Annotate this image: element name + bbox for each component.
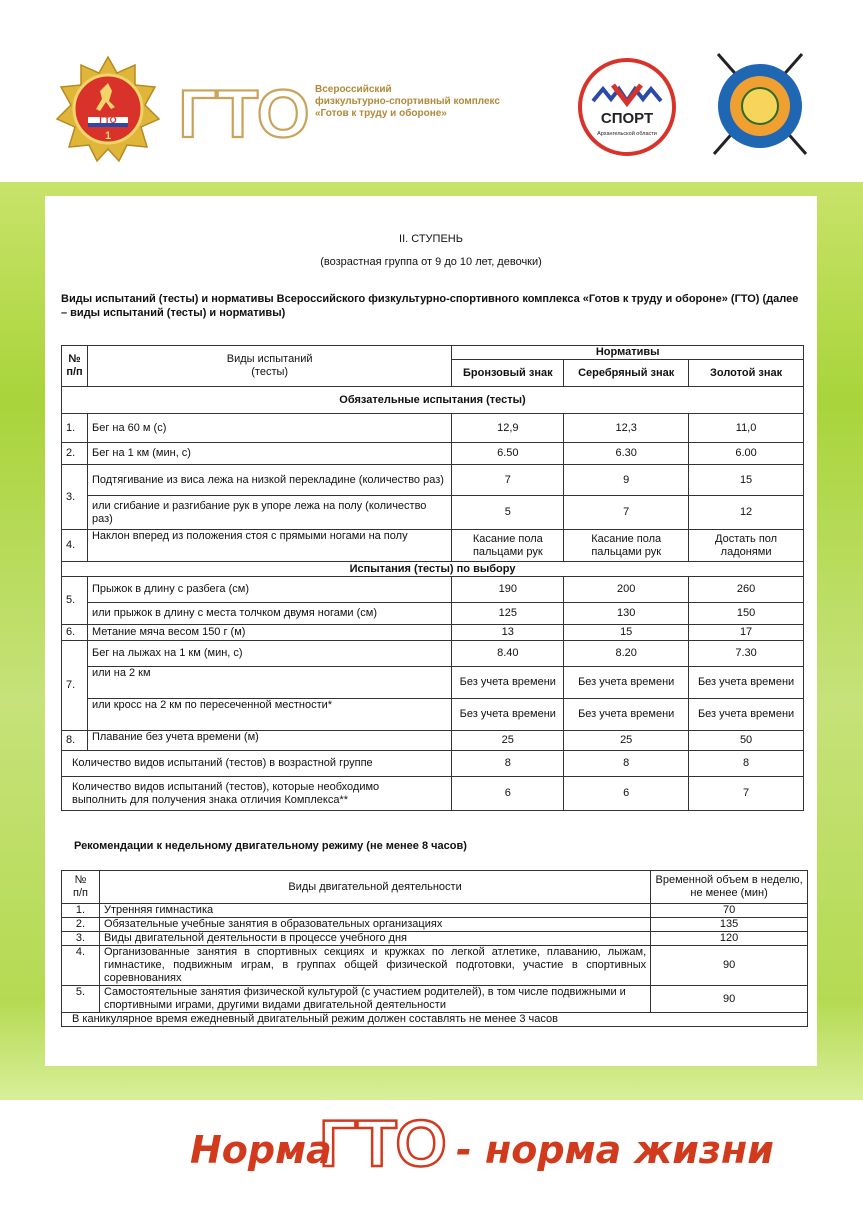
gto-logo-text: ГТО xyxy=(178,76,310,152)
row-silver: Без учета времени xyxy=(564,667,689,699)
row-bronze: 7 xyxy=(452,465,564,496)
row-silver: 6.30 xyxy=(564,443,689,465)
row-num: 7. xyxy=(62,641,88,731)
row-name: Плавание без учета времени (м) xyxy=(87,731,451,751)
rec-num: 5. xyxy=(62,986,100,1013)
row-name: Бег на лыжах на 1 км (мин, с) xyxy=(87,641,451,667)
row-gold: 11,0 xyxy=(689,414,804,443)
row-gold: 150 xyxy=(689,603,804,625)
header-num: № п/п xyxy=(62,346,88,387)
row-name: или на 2 км xyxy=(87,667,451,699)
count-row-name: Количество видов испытаний (тестов) в возрастной группе xyxy=(62,751,452,777)
recommend-title: Рекомендации к недельному двигательному режиму (не менее 8 часов) xyxy=(74,840,467,852)
row-silver: 130 xyxy=(564,603,689,625)
row-silver: 25 xyxy=(564,731,689,751)
needed-row-silver: 6 xyxy=(564,777,689,811)
row-bronze: 8.40 xyxy=(452,641,564,667)
row-gold: 12 xyxy=(689,496,804,530)
row-name: Подтягивание из виса лежа на низкой перекладине (количество раз) xyxy=(87,465,451,496)
rec-header-kind: Виды двигательной деятельности xyxy=(99,871,650,904)
stage-title: II. СТУПЕНЬ xyxy=(399,233,463,245)
sport-logo xyxy=(577,57,677,157)
row-bronze: 125 xyxy=(452,603,564,625)
row-silver: 200 xyxy=(564,577,689,603)
row-silver: 8.20 xyxy=(564,641,689,667)
intro-text: Виды испытаний (тесты) и нормативы Всероссийского физкультурно-спортивного комплекса «Готов к труду и обороне» (ГТО) (далее – виды испытаний (тесты) и нормативы) xyxy=(61,293,799,319)
rec-name: Самостоятельные занятия физической культурой (с участием родителей), в том числе подвижными и спортивными играми, другими видами двигательной деятельности xyxy=(99,986,650,1013)
row-bronze: 12,9 xyxy=(452,414,564,443)
slogan-right: - норма жизни xyxy=(456,1128,774,1172)
needed-row-bronze: 6 xyxy=(452,777,564,811)
row-num: 2. xyxy=(62,443,88,465)
row-name: Метание мяча весом 150 г (м) xyxy=(87,625,451,641)
rec-min: 90 xyxy=(651,986,808,1013)
needed-row-name: Количество видов испытаний (тестов), которые необходимо выполнить для получения знака отличия Комплекса** xyxy=(62,777,452,811)
row-name: Прыжок в длину с разбега (см) xyxy=(87,577,451,603)
sport-logo-subtitle: Архангельской области xyxy=(597,131,657,137)
row-name: Бег на 1 км (мин, с) xyxy=(87,443,451,465)
row-num: 4. xyxy=(62,530,88,562)
row-name: Наклон вперед из положения стоя с прямыми ногами на полу xyxy=(87,530,451,562)
sport-logo-title: СПОРТ xyxy=(600,110,654,127)
row-num: 1. xyxy=(62,414,88,443)
rec-num: 4. xyxy=(62,946,100,986)
row-silver: Без учета времени xyxy=(564,699,689,731)
gto-logo xyxy=(178,75,310,152)
rec-min: 90 xyxy=(651,946,808,986)
row-name: или сгибание и разгибание рук в упоре лежа на полу (количество раз) xyxy=(87,496,451,530)
header-bronze: Бронзовый знак xyxy=(452,360,564,387)
row-gold: Без учета времени xyxy=(689,699,804,731)
row-gold: 7.30 xyxy=(689,641,804,667)
row-bronze: Без учета времени xyxy=(452,667,564,699)
row-name: Бег на 60 м (с) xyxy=(87,414,451,443)
rec-num: 1. xyxy=(62,904,100,918)
rec-min: 70 xyxy=(651,904,808,918)
rec-header-num: № п/п xyxy=(62,871,100,904)
row-bronze: 13 xyxy=(452,625,564,641)
gto-caption xyxy=(315,84,500,120)
rec-footnote: В каникулярное время ежедневный двигательный режим должен составлять не менее 3 часов xyxy=(62,1013,808,1027)
row-num: 8. xyxy=(62,731,88,751)
row-silver: Касание пола пальцами рук xyxy=(564,530,689,562)
section-optional: Испытания (тесты) по выбору xyxy=(62,562,804,577)
rec-min: 120 xyxy=(651,932,808,946)
row-silver: 12,3 xyxy=(564,414,689,443)
row-gold: Достать пол ладонями xyxy=(689,530,804,562)
rec-num: 3. xyxy=(62,932,100,946)
needed-row-gold: 7 xyxy=(689,777,804,811)
row-bronze: 190 xyxy=(452,577,564,603)
header-tests: Виды испытаний (тесты) xyxy=(87,346,451,387)
row-bronze: Без учета времени xyxy=(452,699,564,731)
count-row-bronze: 8 xyxy=(452,751,564,777)
row-gold: 17 xyxy=(689,625,804,641)
header-gold: Золотой знак xyxy=(689,360,804,387)
gto-caption-line1: Всероссийский xyxy=(315,84,392,95)
rec-name: Организованные занятия в спортивных секциях и кружках по легкой атлетике, плаванию, лыжам, гимнастике, подвижным играм, в группах общей физической подготовки, участие в спортивных соревнованиях xyxy=(99,946,650,986)
rec-name: Обязательные учебные занятия в образовательных организациях xyxy=(99,918,650,932)
row-bronze: Касание пола пальцами рук xyxy=(452,530,564,562)
count-row-gold: 8 xyxy=(689,751,804,777)
row-gold: 50 xyxy=(689,731,804,751)
rec-num: 2. xyxy=(62,918,100,932)
row-num: 6. xyxy=(62,625,88,641)
row-silver: 15 xyxy=(564,625,689,641)
row-name: или прыжок в длину с места толчком двумя ногами (см) xyxy=(87,603,451,625)
row-bronze: 6.50 xyxy=(452,443,564,465)
norms-table xyxy=(61,345,804,811)
row-name: или кросс на 2 км по пересеченной местности* xyxy=(87,699,451,731)
count-row-silver: 8 xyxy=(564,751,689,777)
row-silver: 9 xyxy=(564,465,689,496)
header-silver: Серебряный знак xyxy=(564,360,689,387)
gto-badge-emblem xyxy=(55,55,161,161)
row-gold: 15 xyxy=(689,465,804,496)
badge-text: ГТО xyxy=(99,115,117,125)
header-norms: Нормативы xyxy=(452,346,804,360)
row-bronze: 5 xyxy=(452,496,564,530)
rec-header-time: Временной объем в неделю, не менее (мин) xyxy=(651,871,808,904)
badge-number: 1 xyxy=(104,130,112,142)
slogan-gto-text: ГТО xyxy=(319,1106,447,1180)
row-gold: 260 xyxy=(689,577,804,603)
age-group: (возрастная группа от 9 до 10 лет, девочки) xyxy=(320,256,542,268)
gto-caption-line3: «Готов к труду и обороне» xyxy=(315,108,447,119)
slogan-gto-logo xyxy=(319,1106,447,1180)
row-num: 5. xyxy=(62,577,88,625)
row-bronze: 25 xyxy=(452,731,564,751)
row-silver: 7 xyxy=(564,496,689,530)
recommend-table xyxy=(61,870,808,1027)
row-num: 3. xyxy=(62,465,88,530)
rec-min: 135 xyxy=(651,918,808,932)
section-required: Обязательные испытания (тесты) xyxy=(62,387,804,414)
rec-name: Утренняя гимнастика xyxy=(99,904,650,918)
slogan-left: Норма xyxy=(190,1128,332,1172)
row-gold: 6.00 xyxy=(689,443,804,465)
gto-caption-line2: физкультурно-спортивный комплекс xyxy=(315,96,500,107)
mass-sport-center-logo xyxy=(706,50,814,162)
row-gold: Без учета времени xyxy=(689,667,804,699)
rec-name: Виды двигательной деятельности в процессе учебного дня xyxy=(99,932,650,946)
